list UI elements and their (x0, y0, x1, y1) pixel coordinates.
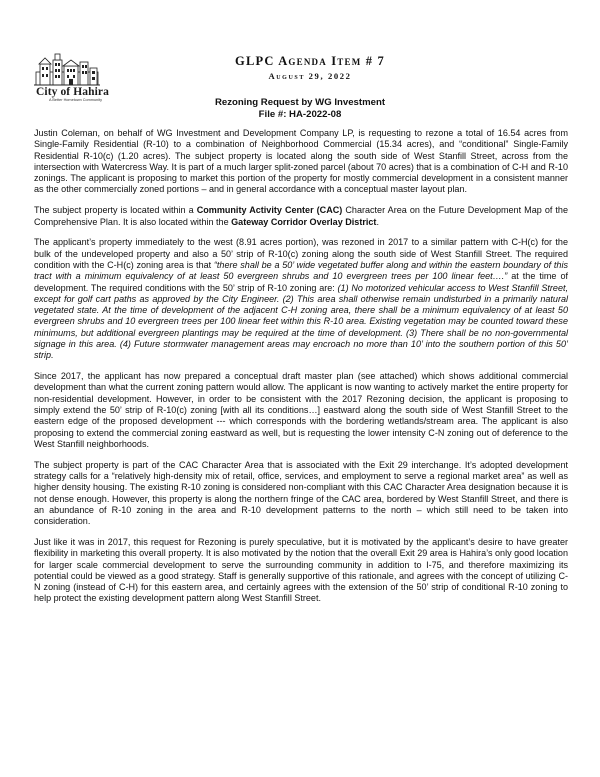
bold-text: Community Activity Center (CAC) (196, 205, 343, 216)
logo-tagline: A Better Hometown Community (49, 98, 102, 102)
paragraph-text: The subject property is part of the CAC Character Area that is associated with the Exit 29 interchange. It’s adopted development strategy calls for a “relatively high-density mix of retail, office, services, and employment to serve a regional market area” as well as higher density housing. The existing R-10 zoning is considered non-compliant with this CAC Character Area designation because it is not dense enough. However, this property is along the northern fringe of the CAC area, bordered by West Stanfill Street, and there is an abundance of R-10 zoning in the area and R-10 development patterns to the north – which still need to be taken into consideration. (34, 459, 568, 527)
paragraph-text: at the time of development. The required conditions with the 50’ strip of R-10 zoning are: (34, 271, 568, 293)
bold-text: Gateway Corridor Overlay District (231, 216, 377, 227)
request-title: Rezoning Request by WG Investment (214, 97, 386, 108)
paragraph-text: Character Area on the Future Development Map of the Comprehensive Plan. It is also located within the (34, 205, 568, 227)
italic-text: “there shall be a 50’ wide vegetated buffer along and within the eastern boundary of this tract with a minimum equivalency of at least 50 evergreen shrubs and 10 evergreen trees per 100 linear feet….” (34, 259, 568, 282)
body-paragraph (34, 371, 568, 450)
body-paragraph (34, 128, 568, 196)
body-paragraph (34, 460, 568, 528)
agenda-item-title: GLPC Agenda Item # 7 (235, 54, 385, 68)
city-logo (34, 52, 109, 102)
paragraph-text: Justin Coleman, on behalf of WG Investment and Development Company LP, is requesting to rezone a total of 16.54 acres from Single-Family Residential (R-10) to a combination of Neighborhood Commercial (15.34 acres), and “conditional” Single-Family Residential R-10(c) (1.20 acres). The subject property is located along the south side of West Stanfill Street, across from the intersection with Watercress Way. It is part of a much larger split-zoned parcel (about 70 acres) that is a combination of C-H and R-10 zonings. The applicant is proposing to market this portion of the property for mostly commercial development in a consistent manner as the other commercially zoned portions – and in general accordance with a conceptual master layout plan. (34, 128, 568, 195)
paragraph-text: . (376, 216, 379, 227)
agenda-date: August 29, 2022 (268, 71, 352, 81)
logo-city-name: City of Hahira (36, 86, 109, 98)
body-paragraph (34, 237, 568, 361)
body-paragraph (34, 537, 568, 605)
document-body (34, 128, 568, 614)
paragraph-text: Just like it was in 2017, this request for Rezoning is purely speculative, but it is motivated by the applicant’s desire to have greater flexibility in marketing this overall property. It is also motivated by the notion that the overall Exit 29 area is Hahira’s only good location for larger scale commercial development to serve the surrounding community in addition to I-75, and therefore maximizing its potential could be viewed as a good strategy. Staff is generally supportive of this rationale, and agrees with the concept of utilizing C-N zoning (instead of C-H) for this eastern area, and certainly agrees with the extension of the 50’ strip of conditional R-10 zoning to help protect the existing development pattern along West Stanfill Street. (34, 537, 568, 604)
body-paragraph (34, 205, 568, 228)
city-skyline-icon (34, 52, 100, 86)
paragraph-text: Since 2017, the applicant has now prepared a conceptual draft master plan (see attached) which shows additional commercial development than what the current zoning pattern would allow. The applicant is now wanting to actively market the entire property for non-residential development. However, in order to be consistent with the 2017 Rezoning decision, the applicant is proposing to simply extend the 50’ strip of R-10(c) zoning [with all its conditions…] eastward along the south side of West Stanfill Street to the eastern edge of the proposed development --- which corresponds with the bordering wetlands/stream area. The applicant is also proposing to extend the commercial zoning eastward as well, but is requesting the lower intensity C-N zoning out of deference to the West Stanfill neighborhoods. (34, 371, 568, 449)
paragraph-text: The subject property is located within a (34, 205, 197, 216)
file-number: File #: HA-2022-08 (258, 109, 342, 120)
paragraph-text: The applicant’s property immediately to the west (8.91 acres portion), was rezoned in 2017 to a similar pattern with C-H(c) for the bulk of the undeveloped property and also a 50’ strip of R-10(c) zoning along the south side of West Stanfill Street. The required condition with the C-H(c) zoning area is that (34, 237, 568, 270)
italic-text: (1) No motorized vehicular access to West Stanfill Street, except for golf cart paths as approved by the City Engineer. (2) This area shall otherwise remain undisturbed in a primarily natural vegetated state. At the time of development of the adjacent C-H zoning area, there shall be a minimum equivalency of at least 50 evergreen shrubs and 10 evergreen trees per 100 linear feet within this R-10 area. Existing vegetation may be counted toward these minimums, but additional evergreen plantings may be required at the time of development. (3) There shall be no non-governmental signage in this area. (4) Future stormwater management areas may encroach no more than 10’ into the southern portion of this 50’ strip. (34, 282, 568, 361)
